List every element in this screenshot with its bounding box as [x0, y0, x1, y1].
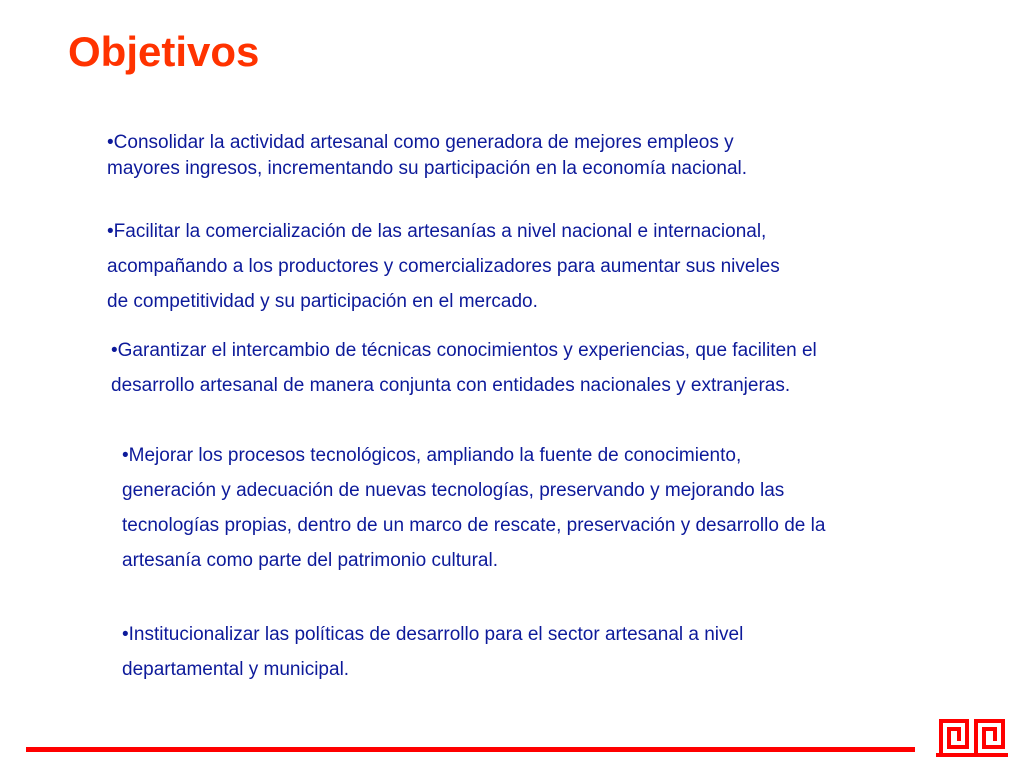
objective-line: artesanía como parte del patrimonio cultural.	[122, 550, 498, 571]
objective-line: •Consolidar la actividad artesanal como generadora de mejores empleos y	[107, 132, 734, 153]
objective-line: •Institucionalizar las políticas de desarrollo para el sector artesanal a nivel	[122, 624, 744, 645]
objective-line: generación y adecuación de nuevas tecnologías, preservando y mejorando las	[122, 480, 785, 501]
objective-line: •Garantizar el intercambio de técnicas conocimientos y experiencias, que faciliten el	[111, 340, 817, 361]
objective-line: mayores ingresos, incrementando su participación en la economía nacional.	[107, 158, 748, 179]
objective-line: acompañando a los productores y comercializadores para aumentar sus niveles	[107, 256, 780, 277]
objective-line: departamental y municipal.	[122, 659, 350, 680]
objective-mejorar	[122, 438, 825, 578]
objective-line: •Mejorar los procesos tecnológicos, ampliando la fuente de conocimiento,	[122, 445, 742, 466]
greek-key-left	[941, 721, 967, 755]
page-title: Objetivos	[68, 28, 260, 75]
objective-consolidar	[107, 130, 747, 182]
greek-key-right	[976, 721, 1003, 755]
objective-garantizar	[111, 333, 817, 403]
footer-divider	[26, 747, 915, 752]
objective-line: tecnologías propias, dentro de un marco de rescate, preservación y desarrollo de la	[122, 515, 826, 536]
objective-line: de competitividad y su participación en el mercado.	[107, 291, 538, 312]
objective-institucionalizar	[122, 617, 743, 687]
greek-key-logo-icon	[936, 719, 1008, 757]
objective-facilitar	[107, 214, 780, 319]
objective-line: •Facilitar la comercialización de las artesanías a nivel nacional e internacional,	[107, 221, 767, 242]
objective-line: desarrollo artesanal de manera conjunta con entidades nacionales y extranjeras.	[111, 375, 791, 396]
